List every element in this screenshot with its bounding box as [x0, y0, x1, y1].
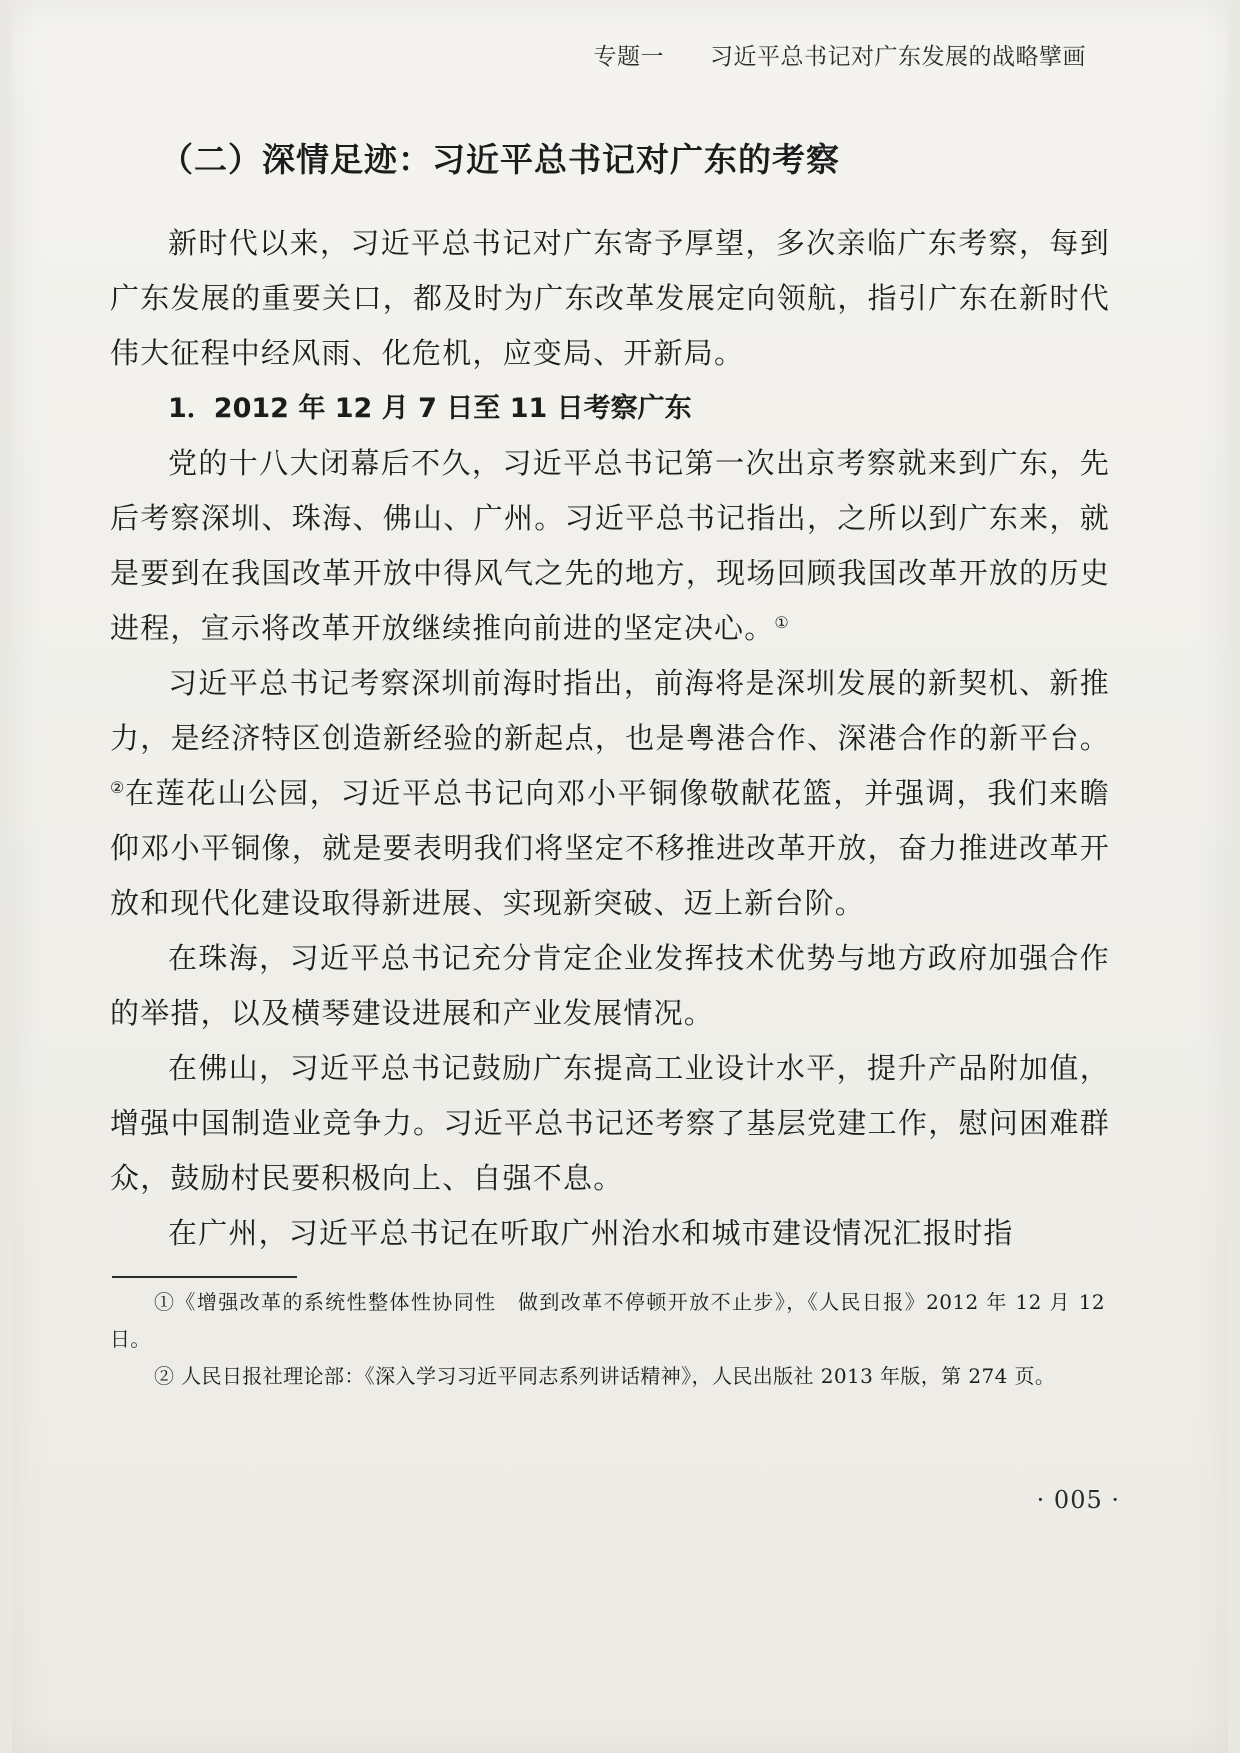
subheading-2012-visit: 1．2012 年 12 月 7 日至 11 日考察广东: [168, 393, 692, 424]
paragraph-foshan: 在佛山，习近平总书记鼓励广东提高工业设计水平，提升产品附加值，增强中国制造业竞争力。习近平总书记还考察了基层党建工作，慰问困难群众，鼓励村民要积极向上、自强不息。: [110, 1051, 1110, 1195]
paragraph-shenzhen-text-a: 习近平总书记考察深圳前海时指出，前海将是深圳发展的新契机、新推力，是经济特区创造新经验的新起点，也是粤港合作、深港合作的新平台。: [110, 666, 1110, 755]
paragraph-shenzhen: [110, 656, 1110, 931]
footnote-2: ② 人民日报社理论部：《深入学习习近平同志系列讲话精神》，人民出版社 2013 年版，第 274 页。: [154, 1364, 1056, 1388]
paragraph-intro: 新时代以来，习近平总书记对广东寄予厚望，多次亲临广东考察，每到广东发展的重要关口，都及时为广东改革发展定向领航，指引广东在新时代伟大征程中经风雨、化危机，应变局、开新局。: [110, 226, 1110, 370]
header-label: 专题一: [593, 44, 664, 70]
footnote-1: ①《增强改革的系统性整体性协同性 做到改革不停顿开放不止步》，《人民日报》2012 年 12 月 12 日。: [110, 1290, 1105, 1351]
footnote-ref-2: ②: [110, 778, 125, 797]
paragraph-shenzhen-text-b: 在莲花山公园，习近平总书记向邓小平铜像敬献花篮，并强调，我们来瞻仰邓小平铜像，就是要表明我们将坚定不移推进改革开放，奋力推进改革开放和现代化建设取得新进展、实现新突破、迈上新台阶。: [110, 776, 1111, 920]
footnote-ref-1: ①: [774, 613, 789, 632]
footnotes: [110, 1284, 1105, 1395]
footnote-divider: [112, 1276, 297, 1278]
paragraph-zhuhai: 在珠海，习近平总书记充分肯定企业发挥技术优势与地方政府加强合作的举措，以及横琴建设进展和产业发展情况。: [110, 941, 1110, 1030]
section-title: （二）深情足迹：习近平总书记对广东的考察: [160, 140, 840, 179]
paragraph-first-visit-text: 党的十八大闭幕后不久，习近平总书记第一次出京考察就来到广东，先后考察深圳、珠海、佛山、广州。习近平总书记指出，之所以到广东来，就是要到在我国改革开放中得风气之先的地方，现场回顾我国改革开放的历史进程，宣示将改革开放继续推向前进的坚定决心。: [110, 446, 1110, 645]
paragraph-first-visit: [110, 436, 1110, 656]
page-number: · 005 ·: [1036, 1486, 1120, 1514]
paragraph-guangzhou: 在广州，习近平总书记在听取广州治水和城市建设情况汇报时指: [168, 1216, 1014, 1250]
header-title: 习近平总书记对广东发展的战略擘画: [710, 44, 1086, 70]
main-text: [110, 140, 1110, 1261]
book-page: [12, 0, 1228, 1753]
running-header: [594, 38, 1087, 71]
